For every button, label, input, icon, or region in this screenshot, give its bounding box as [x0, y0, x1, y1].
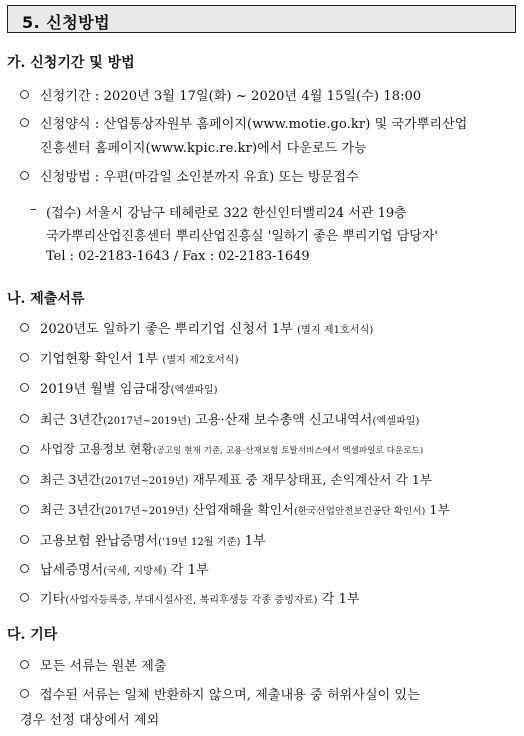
- section-title: 5. 신청방법: [22, 13, 111, 32]
- circle-bullet-icon: [20, 90, 29, 99]
- heading-application-period: 가. 신청기간 및 방법: [7, 55, 135, 71]
- circle-bullet-icon: [20, 660, 29, 669]
- section-title-box: [7, 5, 516, 33]
- circle-bullet-icon: [20, 445, 29, 454]
- circle-bullet-icon: [20, 475, 29, 484]
- circle-bullet-icon: [20, 593, 29, 602]
- heading-documents: 나. 제출서류: [7, 291, 85, 307]
- circle-bullet-icon: [20, 564, 29, 573]
- circle-bullet-icon: [20, 118, 29, 127]
- circle-bullet-icon: [20, 535, 29, 544]
- circle-bullet-icon: [20, 689, 29, 698]
- circle-bullet-icon: [20, 323, 29, 332]
- heading-others: 다. 기타: [7, 627, 58, 643]
- circle-bullet-icon: [20, 171, 29, 180]
- circle-bullet-icon: [20, 505, 29, 514]
- circle-bullet-icon: [20, 414, 29, 423]
- circle-bullet-icon: [20, 353, 29, 362]
- dash-icon: –: [30, 202, 37, 217]
- circle-bullet-icon: [20, 383, 29, 392]
